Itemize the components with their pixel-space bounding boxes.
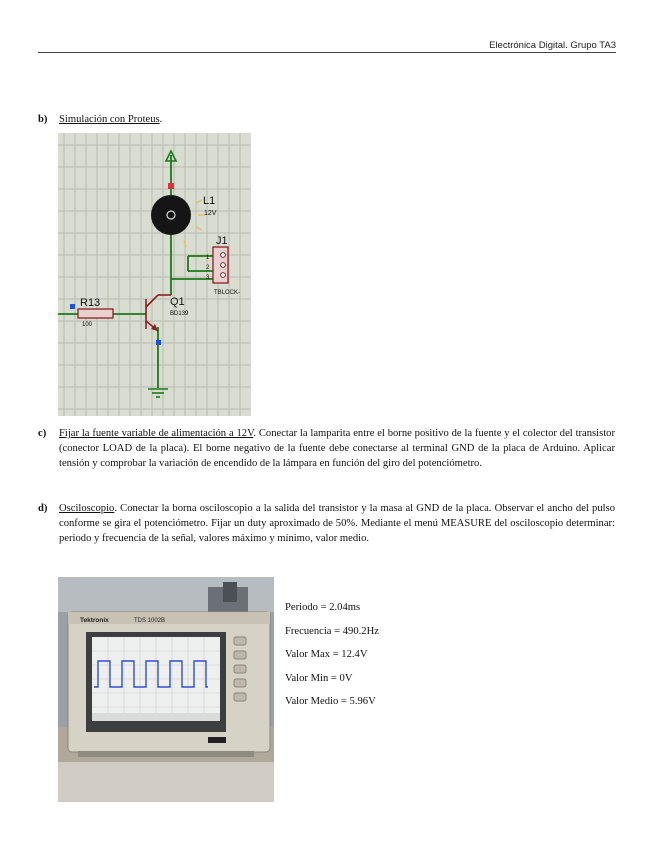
page-header: Electrónica Digital. Grupo TA3: [489, 40, 616, 51]
transistor-icon: [146, 295, 171, 331]
section-c-title: Fijar la fuente variable de alimentación a 12V: [59, 428, 254, 439]
measurement-list: [285, 600, 379, 718]
transistor-value: BD139: [170, 311, 189, 317]
lamp-value: 12V: [204, 210, 217, 217]
transistor-label: Q1: [170, 296, 185, 308]
oscilloscope-illustration: [58, 577, 274, 802]
resistor-value: 100: [82, 322, 93, 328]
section-d-text: . Conectar la borna osciloscopio a la salida del transistor y la masa al GND de la placa. Observar el ancho del pulso conforme se gira el potenciómetro. Fijar un duty aproximado de 50%. Mediante el menú MEASURE del osciloscopio determinar: periodo y frecuencia de la señal, valores máximo y mínimo, valor medio.: [59, 503, 615, 544]
section-d-title: Osciloscopio: [59, 503, 115, 514]
measurement-max: Valor Max = 12.4V: [285, 649, 368, 661]
oscilloscope-brand: Tektronix: [80, 617, 109, 624]
oscilloscope-model: TDS 1002B: [134, 618, 166, 624]
oscilloscope-photo: [58, 577, 274, 802]
resistor-icon: [78, 309, 113, 318]
section-b-period: .: [159, 114, 163, 125]
section-b: [38, 112, 616, 128]
lamp-label: L1: [203, 195, 216, 207]
section-d: [38, 501, 616, 565]
ground-icon: [148, 389, 168, 397]
header-rule: [38, 52, 616, 53]
lamp-icon: [151, 195, 191, 235]
schematic-diagram: [58, 133, 251, 416]
measurement-mean: Valor Medio = 5.96V: [285, 696, 376, 708]
connector-value: TBLOCK-: [214, 290, 241, 296]
connector-pin-2: 2: [206, 265, 210, 271]
section-c: [38, 426, 616, 490]
section-c-text: . Conectar la lamparita entre el borne positivo de la fuente y el colector del transistor (conector LOAD de la placa). El borne negativo de la fuente debe conectarse al terminal GND de la placa de Arduino. Aplicar tensión y comprobar la variación de encendido de la lámpara en función del giro del potenciómetro.: [59, 428, 615, 469]
connector-pin-3: 3: [206, 275, 210, 281]
section-d-letter: d): [38, 503, 48, 514]
measurement-period: Periodo = 2.04ms: [285, 602, 361, 613]
resistor-label: R13: [80, 297, 101, 309]
section-b-title: Simulación con Proteus: [59, 114, 160, 125]
proteus-schematic: [58, 133, 251, 416]
measurement-frequency: Frecuencia = 490.2Hz: [285, 625, 379, 637]
measurement-min: Valor Min = 0V: [285, 672, 353, 684]
section-c-letter: c): [38, 428, 47, 439]
section-b-letter: b): [38, 114, 48, 125]
connector-pin-1: 1: [206, 255, 210, 261]
connector-label: J1: [216, 235, 228, 247]
